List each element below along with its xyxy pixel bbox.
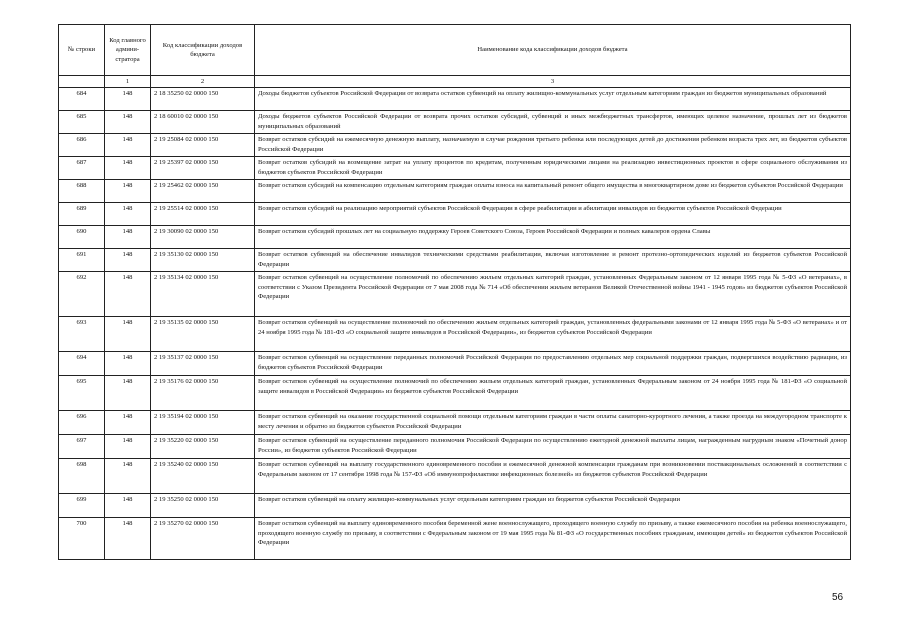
- classification-code: 2 19 35270 02 0000 150: [151, 518, 255, 560]
- code-name: Возврат остатков субвенций на обеспечение инвалидов техническими средствами реабилитации, включая изготовление и ремонт протезно-ортопедических изделий из бюджетов субъектов Российской Федерации: [255, 249, 851, 272]
- classification-code: 2 18 35250 02 0000 150: [151, 88, 255, 111]
- row-number: 697: [59, 435, 105, 459]
- classification-code: 2 19 35250 02 0000 150: [151, 494, 255, 518]
- table-row: [59, 88, 851, 111]
- table-row: [59, 157, 851, 180]
- classification-code: 2 19 35134 02 0000 150: [151, 272, 255, 317]
- col-number: 2: [151, 76, 255, 88]
- admin-code: 148: [105, 494, 151, 518]
- code-name: Возврат остатков субсидий на компенсацию отдельным категориям граждан оплаты взноса на капитальный ремонт общего имущества в многоквартирном доме из бюджетов субъектов Российской Федерации: [255, 180, 851, 203]
- col-number: 3: [255, 76, 851, 88]
- code-name: Возврат остатков субсидий на возмещение затрат на уплату процентов по кредитам, полученным юридическими лицами на реализацию инвестиционных проектов в сфере социального обслуживания из бюджетов субъектов Российской Федерации: [255, 157, 851, 180]
- code-name: Возврат остатков субвенций на осуществление полномочий по обеспечению жильем отдельных категорий граждан, установленных федеральными законами от 12 января 1995 года № 5-ФЗ «О ветеранах» и от 24 ноября 1995 года № 181-ФЗ «О социальной защите инвалидов в Российской Федерации», из бюджетов субъектов Российской Федерации: [255, 317, 851, 352]
- admin-code: 148: [105, 111, 151, 134]
- admin-code: 148: [105, 352, 151, 376]
- row-number: 695: [59, 376, 105, 411]
- budget-classification-table: [58, 24, 851, 560]
- code-name: Возврат остатков субвенций на оплату жилищно-коммунальных услуг отдельным категориям граждан из бюджетов субъектов Российской Федерации: [255, 494, 851, 518]
- table-row: [59, 226, 851, 249]
- col-number-empty: [59, 76, 105, 88]
- row-number: 698: [59, 459, 105, 494]
- classification-code: 2 19 35194 02 0000 150: [151, 411, 255, 435]
- classification-code: 2 19 35176 02 0000 150: [151, 376, 255, 411]
- classification-code: 2 18 60010 02 0000 150: [151, 111, 255, 134]
- classification-code: 2 19 35220 02 0000 150: [151, 435, 255, 459]
- row-number: 684: [59, 88, 105, 111]
- row-number: 687: [59, 157, 105, 180]
- page-number: 56: [832, 592, 844, 603]
- admin-code: 148: [105, 88, 151, 111]
- classification-code: 2 19 30090 02 0000 150: [151, 226, 255, 249]
- row-number: 692: [59, 272, 105, 317]
- table-row: [59, 435, 851, 459]
- admin-code: 148: [105, 435, 151, 459]
- code-name: Возврат остатков субсидий на реализацию мероприятий субъектов Российской Федерации в сфере реабилитации и абилитации инвалидов из бюджетов субъектов Российской Федерации: [255, 203, 851, 226]
- admin-code: 148: [105, 226, 151, 249]
- code-name: Возврат остатков субвенций на осуществление переданных полномочий Российской Федерации по предоставлению отдельных мер социальной поддержки граждан, подвергшихся воздействию радиации, из бюджетов субъектов Российской Федерации: [255, 352, 851, 376]
- table-row: [59, 459, 851, 494]
- table-row: [59, 411, 851, 435]
- header-name: Наименование кода классификации доходов бюджета: [255, 25, 851, 76]
- column-number-row: [59, 76, 851, 88]
- col-number: 1: [105, 76, 151, 88]
- table-row: [59, 518, 851, 560]
- row-number: 693: [59, 317, 105, 352]
- row-number: 690: [59, 226, 105, 249]
- row-number: 699: [59, 494, 105, 518]
- classification-code: 2 19 25084 02 0000 150: [151, 134, 255, 157]
- row-number: 686: [59, 134, 105, 157]
- classification-code: 2 19 35137 02 0000 150: [151, 352, 255, 376]
- classification-code: 2 19 35240 02 0000 150: [151, 459, 255, 494]
- row-number: 689: [59, 203, 105, 226]
- classification-code: 2 19 35130 02 0000 150: [151, 249, 255, 272]
- code-name: Возврат остатков субвенций на выплату государственного единовременного пособия и ежемесячной денежной компенсации гражданам при возникновении поствакцинальных осложнений в соответствии с Федеральным законом от 17 сентября 1998 года № 157-ФЗ «Об иммунопрофилактике инфекционных болезней» из бюджетов субъектов Российской Федерации: [255, 459, 851, 494]
- row-number: 696: [59, 411, 105, 435]
- table-header-row: [59, 25, 851, 76]
- admin-code: 148: [105, 180, 151, 203]
- code-name: Возврат остатков субвенций на осуществление полномочий по обеспечению жильем отдельных категорий граждан, установленных Федеральным законом от 12 января 1995 года № 5-ФЗ «О ветеранах», в соответствии с Указом Президента Российской Федерации от 7 мая 2008 года № 714 «Об обеспечении жильем ветеранов Великой Отечественной войны 1941 - 1945 годов» из бюджетов субъектов Российской Федерации: [255, 272, 851, 317]
- table-row: [59, 272, 851, 317]
- code-name: Возврат остатков субсидий на ежемесячную денежную выплату, назначаемую в случае рождения третьего ребенка или последующих детей до достижения ребенком возраста трех лет, из бюджетов субъектов Российской Федерации: [255, 134, 851, 157]
- row-number: 688: [59, 180, 105, 203]
- admin-code: 148: [105, 272, 151, 317]
- code-name: Доходы бюджетов субъектов Российской Федерации от возврата прочих остатков субсидий, субвенций и иных межбюджетных трансфертов, имеющих целевое назначение, прошлых лет из бюджетов муниципальных образований: [255, 111, 851, 134]
- admin-code: 148: [105, 157, 151, 180]
- code-name: Возврат остатков субвенций на оказание государственной социальной помощи отдельным категориям граждан в части оплаты санаторно-курортного лечения, а также проезда на междугородном транспорте к месту лечения и обратно из бюджетов субъектов Российской Федерации: [255, 411, 851, 435]
- admin-code: 148: [105, 459, 151, 494]
- admin-code: 148: [105, 203, 151, 226]
- table-row: [59, 376, 851, 411]
- row-number: 700: [59, 518, 105, 560]
- table-row: [59, 203, 851, 226]
- table-row: [59, 111, 851, 134]
- admin-code: 148: [105, 376, 151, 411]
- admin-code: 148: [105, 249, 151, 272]
- code-name: Возврат остатков субвенций на осуществление полномочий по обеспечению жильем отдельных категорий граждан, установленных Федеральным законом от 24 ноября 1995 года № 181-ФЗ «О социальной защите инвалидов в Российской Федерации» из бюджетов субъектов Российской Федерации: [255, 376, 851, 411]
- table-row: [59, 134, 851, 157]
- row-number: 691: [59, 249, 105, 272]
- code-name: Возврат остатков субсидий прошлых лет на социальную поддержку Героев Советского Союза, Героев Российской Федерации и полных кавалеров ордена Славы: [255, 226, 851, 249]
- admin-code: 148: [105, 518, 151, 560]
- admin-code: 148: [105, 134, 151, 157]
- row-number: 685: [59, 111, 105, 134]
- admin-code: 148: [105, 411, 151, 435]
- classification-code: 2 19 25514 02 0000 150: [151, 203, 255, 226]
- table-row: [59, 317, 851, 352]
- admin-code: 148: [105, 317, 151, 352]
- row-number: 694: [59, 352, 105, 376]
- classification-code: 2 19 35135 02 0000 150: [151, 317, 255, 352]
- classification-code: 2 19 25397 02 0000 150: [151, 157, 255, 180]
- header-class-code: Код классификации доходов бюджета: [151, 25, 255, 76]
- table-row: [59, 180, 851, 203]
- table-row: [59, 352, 851, 376]
- table-row: [59, 249, 851, 272]
- code-name: Возврат остатков субвенций на осуществление переданного полномочия Российской Федерации по осуществлению ежегодной денежной выплаты лицам, награжденным нагрудным знаком «Почетный донор России», из бюджетов субъектов Российской Федерации: [255, 435, 851, 459]
- code-name: Возврат остатков субвенций на выплату единовременного пособия беременной жене военнослужащего, проходящего военную службу по призыву, а также ежемесячного пособия на ребенка военнослужащего, проходящего военную службу по призыву, в соответствии с Федеральным законом от 19 мая 1995 года № 81-ФЗ «О государственных пособиях гражданам, имеющим детей» из бюджетов субъектов Российской Федерации: [255, 518, 851, 560]
- code-name: Доходы бюджетов субъектов Российской Федерации от возврата остатков субвенций на оплату жилищно-коммунальных услуг отдельным категориям граждан из бюджетов муниципальных образований: [255, 88, 851, 111]
- table-row: [59, 494, 851, 518]
- header-admin-code: Код главного админи-стратора: [105, 25, 151, 76]
- header-row-no: № строки: [59, 25, 105, 76]
- classification-code: 2 19 25462 02 0000 150: [151, 180, 255, 203]
